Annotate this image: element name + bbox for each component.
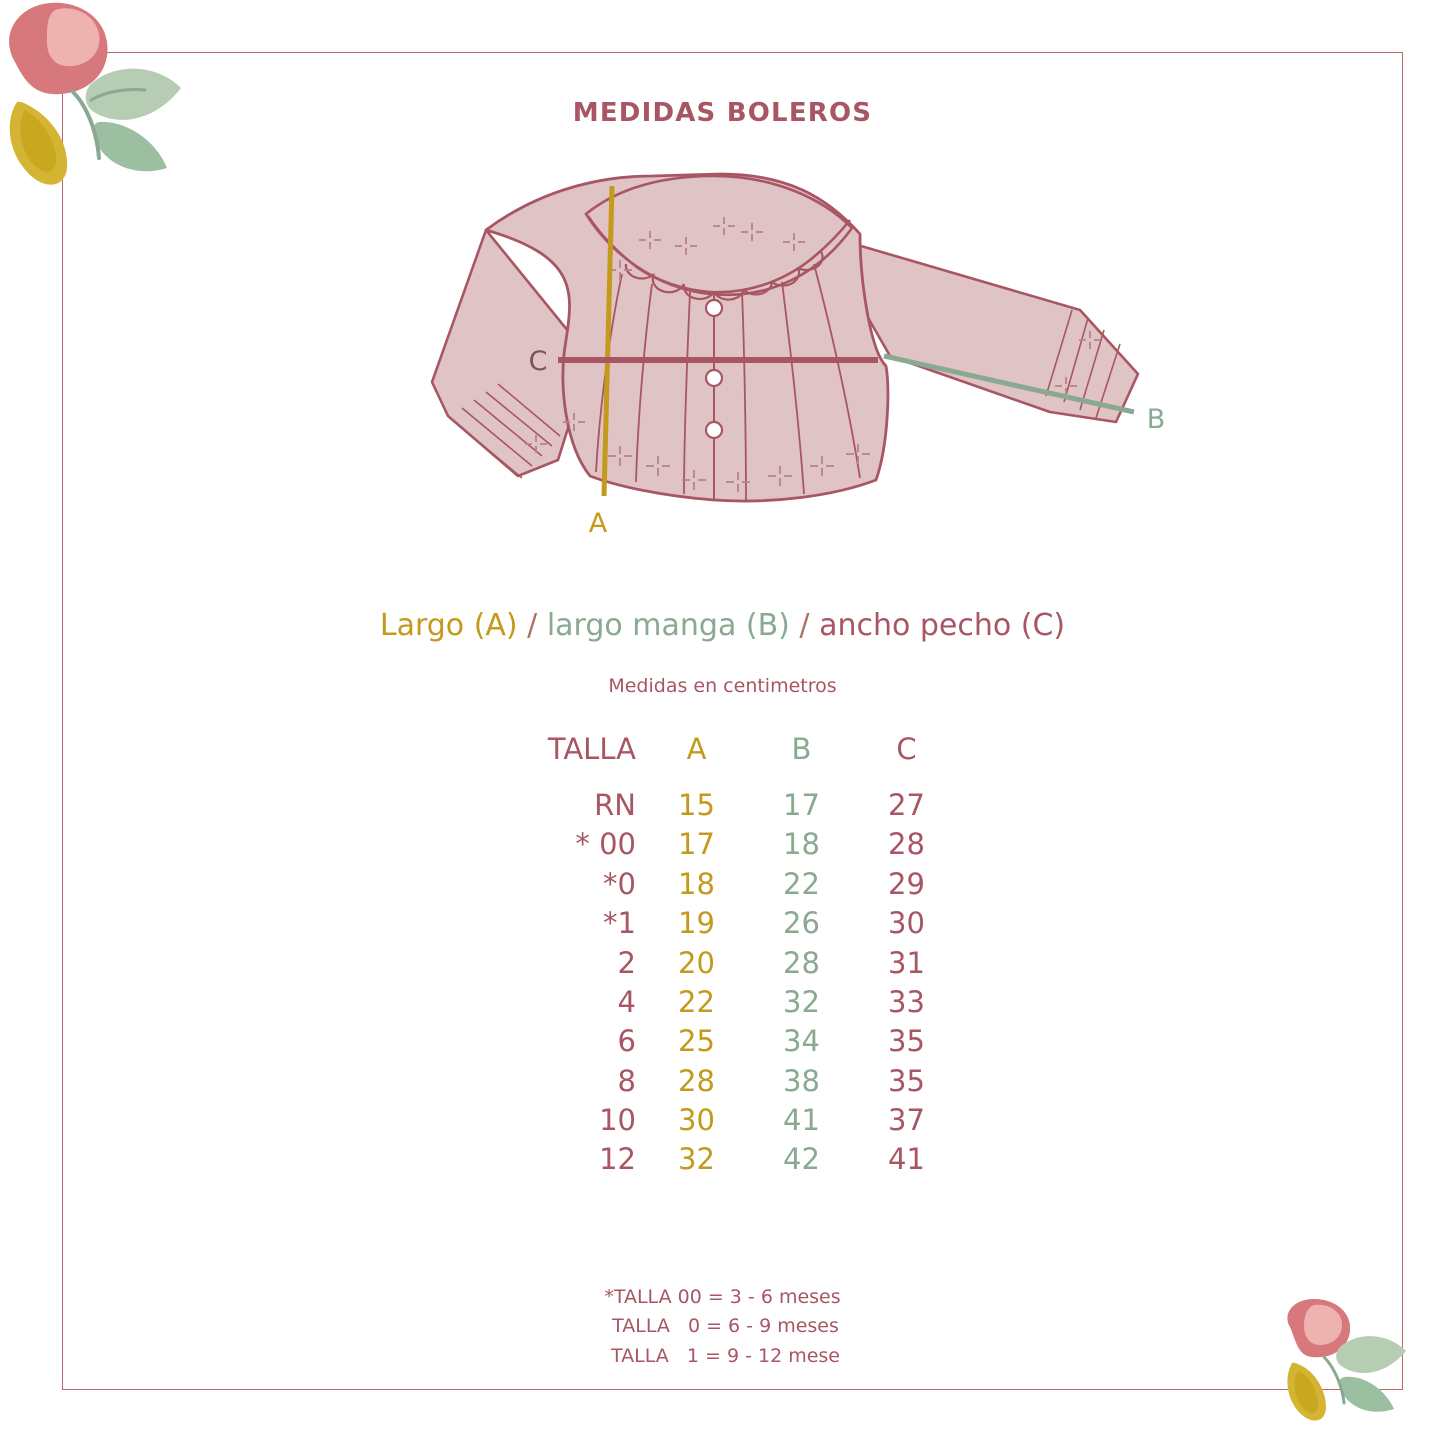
column-header-talla: TALLA bbox=[547, 732, 636, 766]
cell-a: 20 bbox=[678, 945, 715, 980]
cell-b: 42 bbox=[783, 1142, 820, 1177]
cell-b: 41 bbox=[783, 1103, 820, 1137]
cell-b: 18 bbox=[783, 827, 820, 862]
column-header-b: B bbox=[791, 732, 812, 766]
cell-c: 30 bbox=[888, 906, 925, 941]
garment-diagram bbox=[390, 160, 1210, 560]
table-row bbox=[486, 983, 959, 1022]
cell-c: 35 bbox=[888, 1024, 925, 1059]
measure-label-b: B bbox=[1146, 404, 1166, 435]
legend-separator-1: / bbox=[517, 608, 547, 643]
cell-c: 28 bbox=[888, 827, 925, 862]
cell-c: 37 bbox=[888, 1103, 925, 1137]
legend-part-a: Largo (A) bbox=[379, 608, 518, 643]
size-note-1: *TALLA 00 = 3 - 6 meses bbox=[604, 1286, 841, 1308]
cell-b: 28 bbox=[783, 945, 820, 980]
table-row bbox=[486, 1022, 959, 1061]
cell-b: 26 bbox=[783, 906, 820, 941]
cell-a: 17 bbox=[678, 827, 715, 862]
cell-b: 22 bbox=[783, 866, 820, 901]
cell-a: 30 bbox=[678, 1103, 715, 1137]
cell-a: 22 bbox=[678, 984, 715, 1019]
bolero-illustration bbox=[432, 174, 1138, 501]
cell-a: 18 bbox=[678, 866, 715, 901]
measure-label-a: A bbox=[588, 508, 608, 539]
size-note-3: TALLA 1 = 9 - 12 mese bbox=[604, 1344, 840, 1367]
measurements-table bbox=[486, 730, 959, 1180]
table-row bbox=[486, 944, 959, 983]
cell-talla: 4 bbox=[617, 984, 636, 1019]
cell-a: 19 bbox=[678, 906, 715, 941]
table-row bbox=[486, 904, 959, 943]
cell-talla: * 00 bbox=[575, 827, 636, 862]
table-row bbox=[486, 865, 959, 904]
cell-talla: *0 bbox=[603, 866, 636, 901]
cell-c: 33 bbox=[888, 984, 925, 1019]
cell-c: 27 bbox=[888, 788, 925, 822]
table-row bbox=[486, 1101, 959, 1140]
units-subtitle: Medidas en centimetros bbox=[608, 675, 837, 697]
table-row bbox=[486, 1062, 959, 1101]
table-row bbox=[486, 825, 959, 864]
cell-talla: RN bbox=[594, 788, 636, 822]
cell-a: 32 bbox=[678, 1142, 715, 1177]
cell-b: 17 bbox=[783, 788, 820, 822]
column-header-a: A bbox=[686, 732, 707, 766]
cell-b: 34 bbox=[783, 1024, 820, 1059]
table-header-row bbox=[486, 730, 959, 786]
cell-talla: 12 bbox=[599, 1142, 636, 1177]
legend-part-b: largo manga (B) bbox=[546, 608, 790, 643]
table-row bbox=[486, 1140, 959, 1179]
legend-part-c: ancho pecho (C) bbox=[819, 608, 1066, 643]
cell-c: 35 bbox=[888, 1063, 925, 1098]
legend-separator-2: / bbox=[789, 608, 820, 643]
cell-a: 15 bbox=[678, 788, 715, 822]
cell-talla: 10 bbox=[599, 1103, 636, 1137]
cell-b: 32 bbox=[783, 984, 820, 1019]
table-row bbox=[486, 786, 959, 825]
measurements-table-wrapper bbox=[0, 730, 1445, 1180]
cell-talla: *1 bbox=[603, 906, 636, 941]
cell-a: 25 bbox=[678, 1024, 715, 1059]
cell-b: 38 bbox=[783, 1063, 820, 1098]
cell-talla: 6 bbox=[617, 1024, 636, 1059]
cell-c: 41 bbox=[888, 1142, 925, 1177]
cell-talla: 2 bbox=[617, 945, 636, 980]
page-title: MEDIDAS BOLEROS bbox=[572, 98, 873, 128]
size-note-2: TALLA 0 = 6 - 9 meses bbox=[606, 1315, 839, 1338]
cell-c: 29 bbox=[888, 866, 925, 901]
cell-a: 28 bbox=[678, 1063, 715, 1098]
column-header-c: C bbox=[896, 732, 917, 766]
cell-talla: 8 bbox=[617, 1063, 636, 1098]
size-notes bbox=[0, 1283, 1445, 1371]
measure-label-c: C bbox=[528, 346, 548, 377]
cell-c: 31 bbox=[888, 945, 925, 980]
measurement-legend bbox=[0, 608, 1445, 643]
